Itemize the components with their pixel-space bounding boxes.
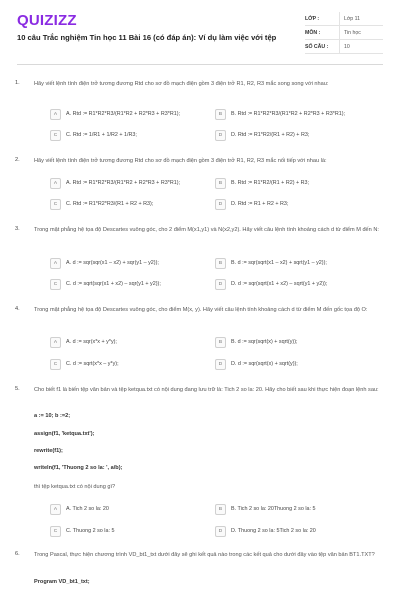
meta-key: MÔN : bbox=[305, 29, 321, 36]
option-text: A. d := sqr(sqr(x1 – x2) + sqr(y1 – y2)); bbox=[66, 260, 159, 266]
option-letter: C bbox=[50, 359, 61, 370]
option-d[interactable] bbox=[215, 278, 327, 290]
option-a[interactable] bbox=[50, 177, 180, 189]
option-d[interactable] bbox=[215, 198, 288, 210]
code-line: a := 10; b :=2; bbox=[34, 413, 71, 419]
meta-key: SỐ CÂU : bbox=[305, 43, 329, 50]
meta-row-class bbox=[305, 12, 383, 26]
option-letter: A bbox=[50, 109, 61, 120]
option-c[interactable] bbox=[50, 358, 119, 370]
option-letter: D bbox=[215, 526, 226, 537]
meta-table bbox=[305, 12, 383, 54]
option-text: B. d := sqr(sqrt(x) + sqrt(y)); bbox=[231, 339, 298, 345]
option-text: B. Rtd := R1*R2/(R1 + R2) + R3; bbox=[231, 180, 310, 186]
option-text: D. d := sqr(sqrt(x1 + x2) – sqrt(y1 + y2)); bbox=[231, 281, 328, 287]
question-number: 4. bbox=[15, 306, 20, 312]
question-text: Hãy viết lệnh tính điện trở tương đương Rtd cho sơ đồ mạch điện gồm 3 điện trở R1, R2, R3 mắc song song với nhau: bbox=[34, 81, 329, 87]
option-b[interactable] bbox=[215, 108, 345, 120]
option-text: A. Tich 2 so la: 20 bbox=[66, 506, 109, 512]
question-text: Trong mặt phẳng hệ tọa độ Descartes vuông góc, cho 2 điểm M(x1,y1) và N(x2,y2). Hãy viết câu lệnh tính khoảng cách d từ điểm M đến N: bbox=[34, 227, 379, 233]
question-number: 3. bbox=[15, 226, 20, 232]
option-b[interactable] bbox=[215, 503, 316, 515]
option-text: A. Rtd := R1*R2*R3/(R1*R2 + R2*R3 + R3*R1); bbox=[66, 111, 181, 117]
question-number: 6. bbox=[15, 551, 20, 557]
option-a[interactable] bbox=[50, 336, 117, 348]
question-text: Cho biết f1 là biến tệp văn bản và tệp ketqua.txt có nội dung đang lưu trữ là: Tich 2 so la: 20. Hãy cho biết sau khi thực hiện đoạn lệnh sau: bbox=[34, 387, 379, 393]
option-b[interactable] bbox=[215, 257, 327, 269]
page-header bbox=[0, 0, 400, 62]
option-b[interactable] bbox=[215, 336, 298, 348]
option-text: C. Thuong 2 so la: 5 bbox=[66, 528, 115, 534]
option-letter: D bbox=[215, 359, 226, 370]
option-letter: A bbox=[50, 258, 61, 269]
option-letter: A bbox=[50, 504, 61, 515]
question-text: Trong Pascal, thực hiện chương trình VD_bt1_txt dưới đây sẽ ghi kết quả nào trong các kết quả cho dưới đây vào tệp văn bản BT1.TXT? bbox=[34, 552, 375, 558]
option-d[interactable] bbox=[215, 129, 309, 141]
quizizz-logo: QUIZIZZ bbox=[17, 12, 77, 29]
option-text: C. d := sqrt(x*x – y*y); bbox=[66, 361, 119, 367]
option-b[interactable] bbox=[215, 177, 309, 189]
meta-value: 10 bbox=[339, 40, 383, 53]
option-text: B. Rtd := R1*R2*R3/(R1*R2 + R2*R3 + R3*R1); bbox=[231, 111, 346, 117]
question-number: 5. bbox=[15, 386, 20, 392]
option-text: C. d := sqrt(sqr(x1 + x2) – sqr(y1 + y2)); bbox=[66, 281, 161, 287]
meta-value: Tin học bbox=[339, 26, 383, 39]
option-text: C. Rtd := R1*R2*R3/(R1 + R2 + R3); bbox=[66, 201, 154, 207]
option-c[interactable] bbox=[50, 278, 161, 290]
option-letter: B bbox=[215, 258, 226, 269]
option-letter: D bbox=[215, 130, 226, 141]
option-letter: C bbox=[50, 199, 61, 210]
option-a[interactable] bbox=[50, 503, 109, 515]
option-a[interactable] bbox=[50, 257, 159, 269]
document-title: 10 câu Trắc nghiệm Tin học 11 Bài 16 (có đáp án): Ví dụ làm việc với tệp bbox=[17, 33, 277, 42]
option-letter: C bbox=[50, 526, 61, 537]
option-letter: B bbox=[215, 178, 226, 189]
meta-row-count bbox=[305, 40, 383, 54]
option-letter: D bbox=[215, 279, 226, 290]
option-text: B. Tich 2 so la: 20Thuong 2 so la: 5 bbox=[231, 506, 316, 512]
code-line: rewrite(f1); bbox=[34, 448, 63, 454]
option-d[interactable] bbox=[215, 525, 316, 537]
option-letter: C bbox=[50, 279, 61, 290]
option-letter: A bbox=[50, 178, 61, 189]
option-d[interactable] bbox=[215, 358, 298, 370]
option-c[interactable] bbox=[50, 129, 137, 141]
option-letter: A bbox=[50, 337, 61, 348]
option-letter: C bbox=[50, 130, 61, 141]
meta-value: Lớp 11 bbox=[339, 12, 383, 25]
question-followup: thì tệp ketqua.txt có nội dung gì? bbox=[34, 484, 116, 490]
option-text: D. Rtd := R1 + R2 + R3; bbox=[231, 201, 289, 207]
option-a[interactable] bbox=[50, 108, 180, 120]
meta-row-subject bbox=[305, 26, 383, 40]
option-letter: B bbox=[215, 109, 226, 120]
option-letter: D bbox=[215, 199, 226, 210]
meta-key: LỚP : bbox=[305, 15, 320, 22]
option-text: D. Rtd := R1*R2/(R1 + R2) + R3; bbox=[231, 132, 310, 138]
option-c[interactable] bbox=[50, 198, 153, 210]
option-letter: B bbox=[215, 337, 226, 348]
option-text: A. d := sqr(x*x + y*y); bbox=[66, 339, 117, 345]
code-line: assign(f1, 'ketqua.txt'); bbox=[34, 431, 95, 437]
option-text: B. d := sqr(sqrt(x1 – x2) + sqrt(y1 – y2)); bbox=[231, 260, 327, 266]
question-number: 2. bbox=[15, 157, 20, 163]
question-number: 1. bbox=[15, 80, 20, 86]
option-text: D. Thuong 2 so la: 5Tich 2 so la: 20 bbox=[231, 528, 316, 534]
option-letter: B bbox=[215, 504, 226, 515]
option-text: C. Rtd := 1/R1 + 1/R2 + 1/R3; bbox=[66, 132, 137, 138]
option-text: A. Rtd := R1*R2*R3/(R1*R2 + R2*R3 + R3*R1); bbox=[66, 180, 181, 186]
code-line: Program VD_bt1_txt; bbox=[34, 579, 90, 585]
question-text: Trong mặt phẳng hệ tọa độ Descartes vuông góc, cho điểm M(x, y). Hãy viết câu lệnh tính khoảng cách d từ điểm M đến gốc tọa độ O: bbox=[34, 307, 368, 313]
header-divider bbox=[17, 64, 383, 65]
question-text: Hãy viết lệnh tính điện trở tương đương Rtd cho sơ đồ mạch điện gồm 3 điện trở R1, R2, R3 mắc nối tiếp với nhau là: bbox=[34, 158, 327, 164]
option-text: D. d := sqr(sqrt(x) + sqrt(y)); bbox=[231, 361, 298, 367]
option-c[interactable] bbox=[50, 525, 114, 537]
code-line: writeln(f1, 'Thuong 2 so la: ', a/b); bbox=[34, 465, 123, 471]
